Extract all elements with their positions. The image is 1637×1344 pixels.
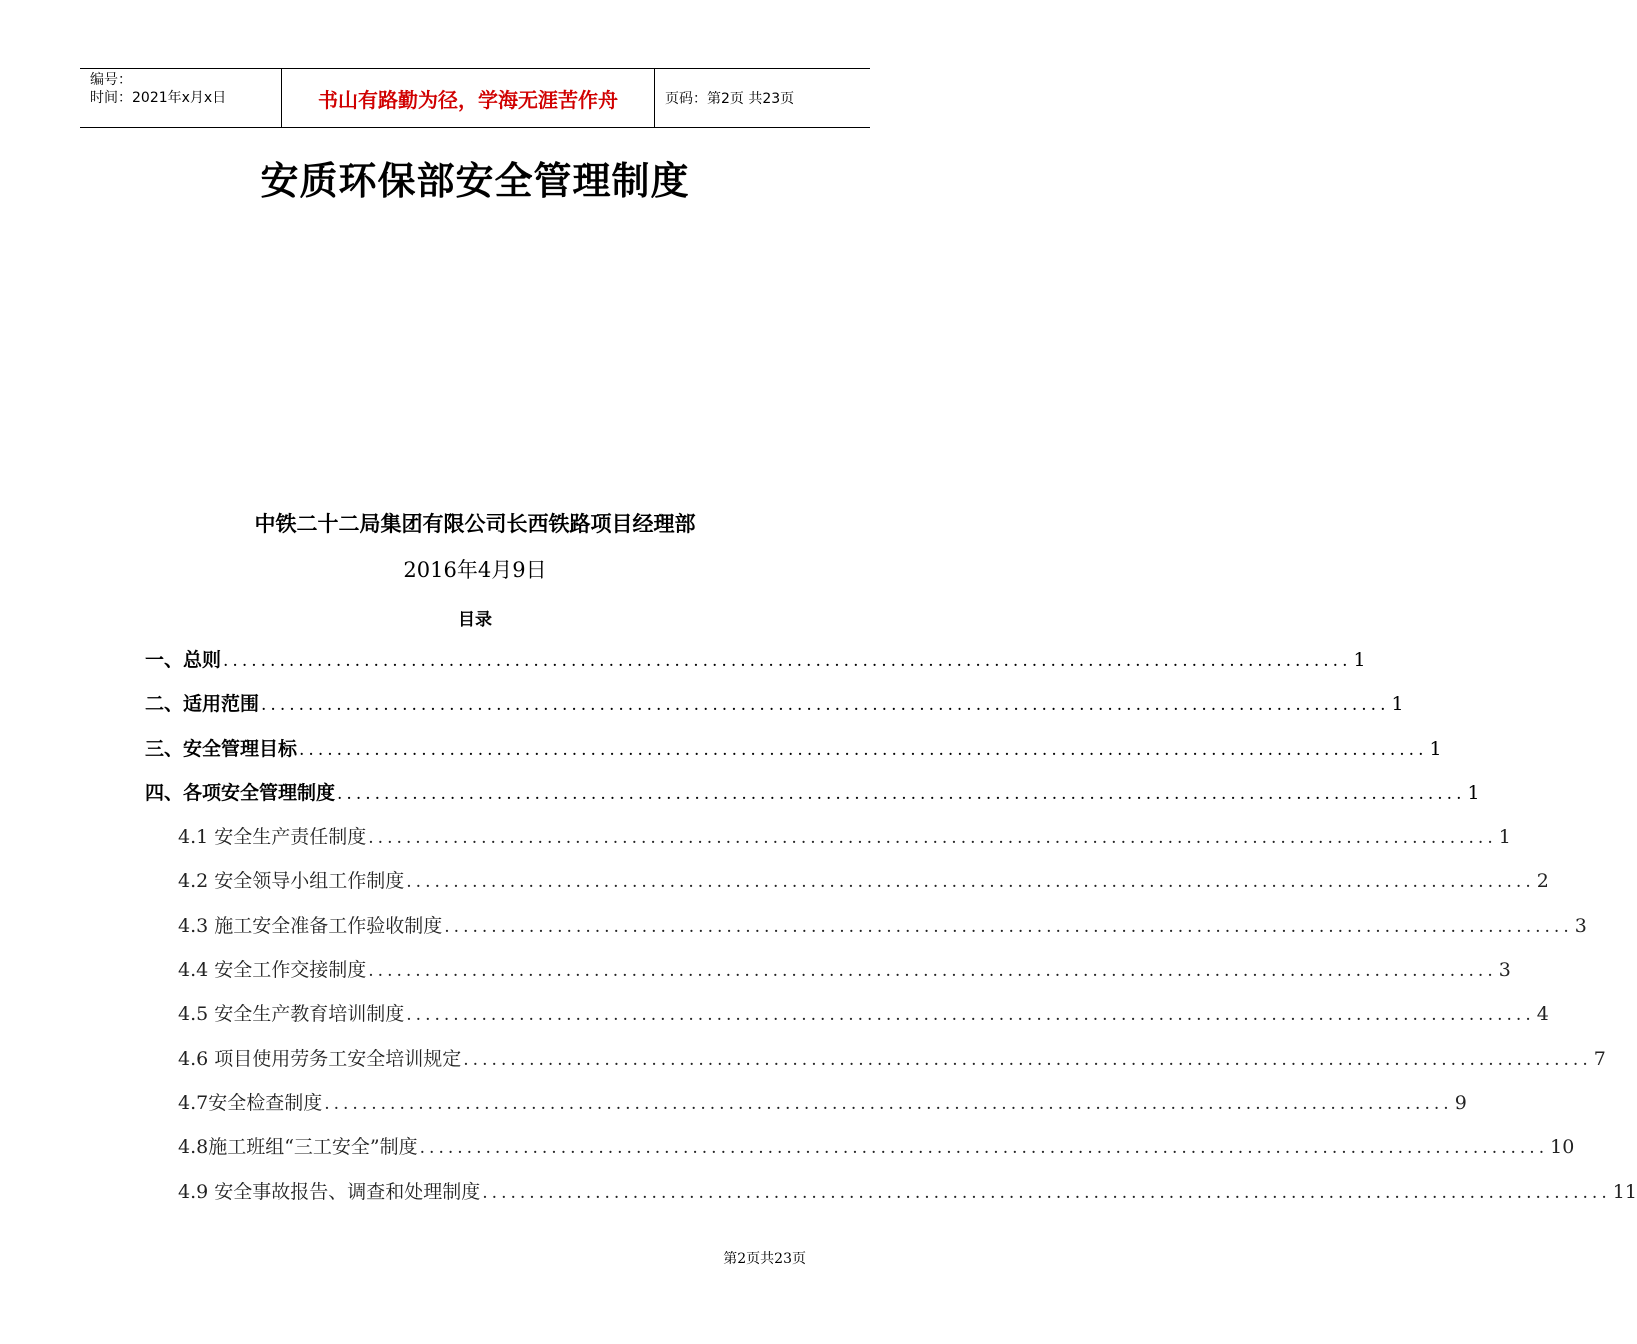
toc-entry-page: 1 bbox=[1353, 649, 1366, 671]
toc-dot-leader: ........................................................................................................................ bbox=[444, 916, 1573, 937]
toc-entry[interactable] bbox=[145, 948, 1511, 992]
toc-entry[interactable] bbox=[145, 682, 1404, 726]
toc-dot-leader: ........................................................................................................................ bbox=[299, 739, 1428, 760]
toc-entry-label: 4.9 安全事故报告、调查和处理制度 bbox=[178, 1180, 481, 1203]
toc-entry-page: 1 bbox=[1467, 781, 1480, 804]
toc-entry-label: 二、适用范围 bbox=[145, 693, 260, 716]
toc-entry-label: 4.4 安全工作交接制度 bbox=[178, 959, 367, 982]
toc-entry-page: 3 bbox=[1574, 914, 1587, 937]
table-of-contents bbox=[145, 638, 1637, 1214]
toc-entry-page: 4 bbox=[1536, 1003, 1549, 1026]
toc-entry[interactable] bbox=[145, 1081, 1467, 1125]
toc-entry-page: 1 bbox=[1391, 693, 1404, 716]
toc-dot-leader: ........................................................................................................................ bbox=[368, 828, 1497, 849]
header-meta bbox=[80, 69, 282, 127]
page-header bbox=[80, 68, 870, 128]
toc-entry-label: 一、总则 bbox=[145, 649, 222, 671]
toc-entry-label: 4.1 安全生产责任制度 bbox=[178, 826, 367, 849]
toc-entry-label: 4.2 安全领导小组工作制度 bbox=[178, 870, 405, 893]
toc-entry-label: 三、安全管理目标 bbox=[145, 737, 298, 760]
toc-entry-page: 7 bbox=[1593, 1047, 1606, 1070]
toc-entry-page: 1 bbox=[1429, 737, 1442, 760]
toc-entry[interactable] bbox=[145, 992, 1549, 1036]
toc-entry[interactable] bbox=[145, 727, 1442, 771]
toc-entry-page: 11 bbox=[1612, 1180, 1637, 1203]
header-motto: 书山有路勤为径，学海无涯苦作舟 bbox=[282, 69, 655, 127]
toc-entry[interactable] bbox=[145, 771, 1480, 815]
toc-entry[interactable] bbox=[145, 815, 1511, 859]
toc-entry-label: 4.8施工班组“三工安全”制度 bbox=[178, 1136, 418, 1159]
page-footer: 第2页共23页 bbox=[723, 1251, 806, 1267]
toc-entry-page: 3 bbox=[1498, 959, 1511, 982]
toc-entry-page: 10 bbox=[1550, 1136, 1575, 1159]
toc-dot-leader: ........................................................................................................................ bbox=[482, 1182, 1611, 1203]
toc-entry[interactable] bbox=[145, 1170, 1637, 1214]
toc-dot-leader: ........................................................................................................................ bbox=[223, 651, 1352, 671]
toc-dot-leader: ........................................................................................................................ bbox=[337, 783, 1466, 804]
toc-entry-label: 4.6 项目使用劳务工安全培训规定 bbox=[178, 1047, 462, 1070]
company-name: 中铁二十二局集团有限公司长西铁路项目经理部 bbox=[254, 512, 696, 536]
toc-entry[interactable] bbox=[145, 1125, 1575, 1169]
toc-dot-leader: ........................................................................................................................ bbox=[463, 1049, 1592, 1070]
toc-entry-page: 9 bbox=[1454, 1091, 1467, 1114]
toc-dot-leader: ........................................................................................................................ bbox=[419, 1138, 1549, 1159]
toc-entry[interactable] bbox=[145, 1037, 1606, 1081]
document-title: 安质环保部安全管理制度 bbox=[260, 159, 690, 203]
toc-entry-label: 4.5 安全生产教育培训制度 bbox=[178, 1003, 405, 1026]
toc-entry[interactable] bbox=[145, 638, 1366, 682]
toc-entry-page: 2 bbox=[1536, 870, 1549, 893]
time-label: 时间：2021年x月x日 bbox=[90, 90, 227, 106]
header-page-info: 页码：第2页 共23页 bbox=[665, 91, 795, 107]
toc-entry-page: 1 bbox=[1498, 826, 1511, 849]
toc-entry-label: 四、各项安全管理制度 bbox=[145, 781, 336, 804]
toc-entry-label: 4.7安全检查制度 bbox=[178, 1091, 323, 1114]
toc-dot-leader: ........................................................................................................................ bbox=[406, 1005, 1535, 1026]
toc-dot-leader: ........................................................................................................................ bbox=[406, 872, 1535, 893]
document-date: 2016年4月9日 bbox=[403, 558, 547, 582]
toc-heading: 目录 bbox=[458, 610, 492, 630]
doc-number-label: 编号： bbox=[90, 72, 132, 88]
toc-dot-leader: ........................................................................................................................ bbox=[368, 961, 1497, 982]
toc-dot-leader: ........................................................................................................................ bbox=[324, 1093, 1453, 1114]
toc-entry[interactable] bbox=[145, 904, 1587, 948]
toc-dot-leader: ........................................................................................................................ bbox=[261, 695, 1390, 716]
toc-entry-label: 4.3 施工安全准备工作验收制度 bbox=[178, 914, 443, 937]
toc-entry[interactable] bbox=[145, 859, 1549, 903]
